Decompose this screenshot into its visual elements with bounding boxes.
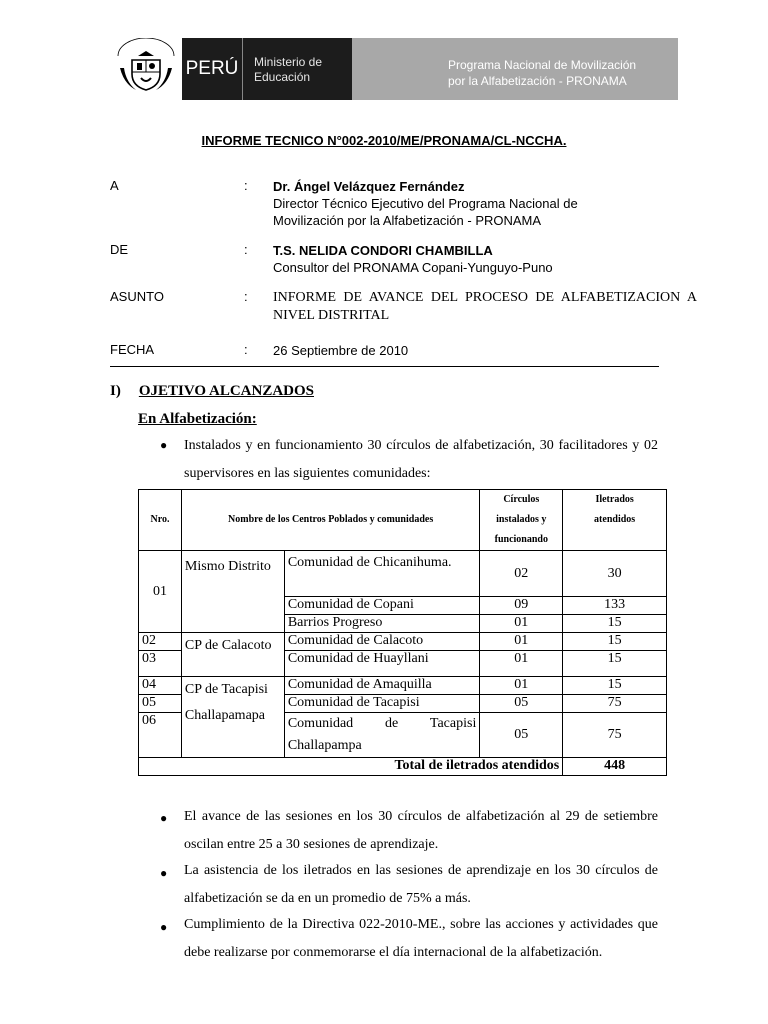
cell-iletrados: 15 [563,615,667,633]
cell-nro: 03 [139,651,182,677]
bullet-icon: ● [160,866,168,880]
field-value-fecha: 26 Septiembre de 2010 [273,343,409,358]
cell-iletrados: 15 [563,677,667,695]
cell-comunidad: Comunidad de Tacapisi Challapampa [284,713,480,758]
bullet-icon: ● [160,438,168,452]
sender-name: T.S. NELIDA CONDORI CHAMBILLA [273,243,493,258]
colon: : [244,242,248,257]
cell-circulos: 01 [480,651,563,677]
peru-coat-of-arms-logo [110,38,182,100]
header-nombre: Nombre de los Centros Poblados y comunidades [181,490,479,551]
field-value-a [273,178,578,229]
total-label: Total de iletrados atendidos [139,758,563,776]
ministry-name: Ministerio de Educación [254,55,323,84]
recipient-name: Dr. Ángel Velázquez Fernández [273,179,465,194]
bullet-paragraph: El avance de las sesiones en los 30 círculos de alfabetización al 29 de setiembre oscilan entre 25 a 30 sesiones de aprendizaje. [184,809,658,852]
cell-comunidad: Comunidad de Chicanihuma. [284,551,480,597]
subsection-heading: En Alfabetización: [138,411,257,427]
header-divider [110,366,659,367]
cell-comunidad: Comunidad de Tacapisi [284,695,480,713]
field-label-asunto: ASUNTO [110,289,164,304]
report-title: INFORME TECNICO N°002-2010/ME/PRONAMA/CL-NCCHA. [201,133,567,148]
section-heading [110,383,314,400]
colon: : [244,289,248,304]
cell-comunidad: Comunidad de Calacoto [284,633,480,651]
cell-circulos: 05 [480,695,563,713]
table-total-row [139,758,667,776]
cell-circulos: 01 [480,615,563,633]
program-name: Programa Nacional de Movilización por la Alfabetización - PRONAMA [448,58,637,88]
field-value-de [273,242,553,276]
cell-circulos: 01 [480,633,563,651]
recipient-title-line1: Director Técnico Ejecutivo del Programa Nacional de [273,196,578,211]
sender-title: Consultor del PRONAMA Copani-Yunguyo-Puno [273,260,553,275]
section-number: I) [110,383,121,399]
peru-brand-block [182,38,352,100]
bullet-icon: ● [160,811,168,825]
cell-comunidad: Comunidad de Huayllani [284,651,480,677]
intro-paragraph: Instalados y en funcionamiento 30 círculos de alfabetización, 30 facilitadores y 02 supervisores en las siguientes comunidades: [184,438,658,481]
cell-circulos: 09 [480,597,563,615]
cell-iletrados: 15 [563,633,667,651]
cell-iletrados: 75 [563,713,667,758]
cell-iletrados: 133 [563,597,667,615]
cell-comunidad: Comunidad de Amaquilla [284,677,480,695]
program-block [352,38,678,100]
cell-iletrados: 75 [563,695,667,713]
header-circulos: Círculos instalados y funcionando [480,490,563,551]
cell-circulos: 01 [480,677,563,695]
cell-circulos: 02 [480,551,563,597]
header-nro: Nro. [139,490,182,551]
country-name: PERÚ [182,38,243,100]
field-label-de: DE [110,242,129,257]
cell-circulos: 05 [480,713,563,758]
cell-iletrados: 30 [563,551,667,597]
colon: : [244,342,248,357]
field-label-fecha: FECHA [110,342,155,357]
colon: : [244,178,248,193]
cell-iletrados: 15 [563,651,667,677]
bullet-icon: ● [160,920,168,934]
cell-nro: 02 [139,633,182,651]
cell-nro: 06 [139,713,182,758]
total-value: 448 [563,758,667,776]
header-iletrados: Iletrados atendidos [563,490,667,551]
field-label-a: A [110,178,119,193]
table-row [139,633,667,651]
header-banner [110,38,678,100]
communities-table [138,489,667,776]
cell-grupo: CP de Calacoto [181,633,284,677]
cell-comunidad: Comunidad de Copani [284,597,480,615]
recipient-title-line2: Movilización por la Alfabetización - PRONAMA [273,213,542,228]
table-row [139,677,667,695]
cell-nro: 04 [139,677,182,695]
table-header-row [139,490,667,551]
bullet-paragraph: Cumplimiento de la Directiva 022-2010-ME., sobre las acciones y actividades que debe realizarse por conmemorarse el día internacional de la alfabetización. [184,917,658,960]
cell-grupo: Mismo Distrito [181,551,284,633]
table-row [139,551,667,597]
cell-nro: 01 [139,551,182,633]
cell-nro: 05 [139,695,182,713]
field-value-asunto: INFORME DE AVANCE DEL PROCESO DE ALFABETIZACION A NIVEL DISTRITAL [273,290,697,323]
bullet-paragraph: La asistencia de los iletrados en las sesiones de aprendizaje en los 30 círculos de alfabetización se da en un promedio de 75% a más. [184,863,658,906]
section-title: OJETIVO ALCANZADOS [138,383,314,399]
coat-of-arms-icon [110,38,182,100]
cell-comunidad: Barrios Progreso [284,615,480,633]
cell-grupo: CP de Tacapisi Challapamapa [181,677,284,758]
